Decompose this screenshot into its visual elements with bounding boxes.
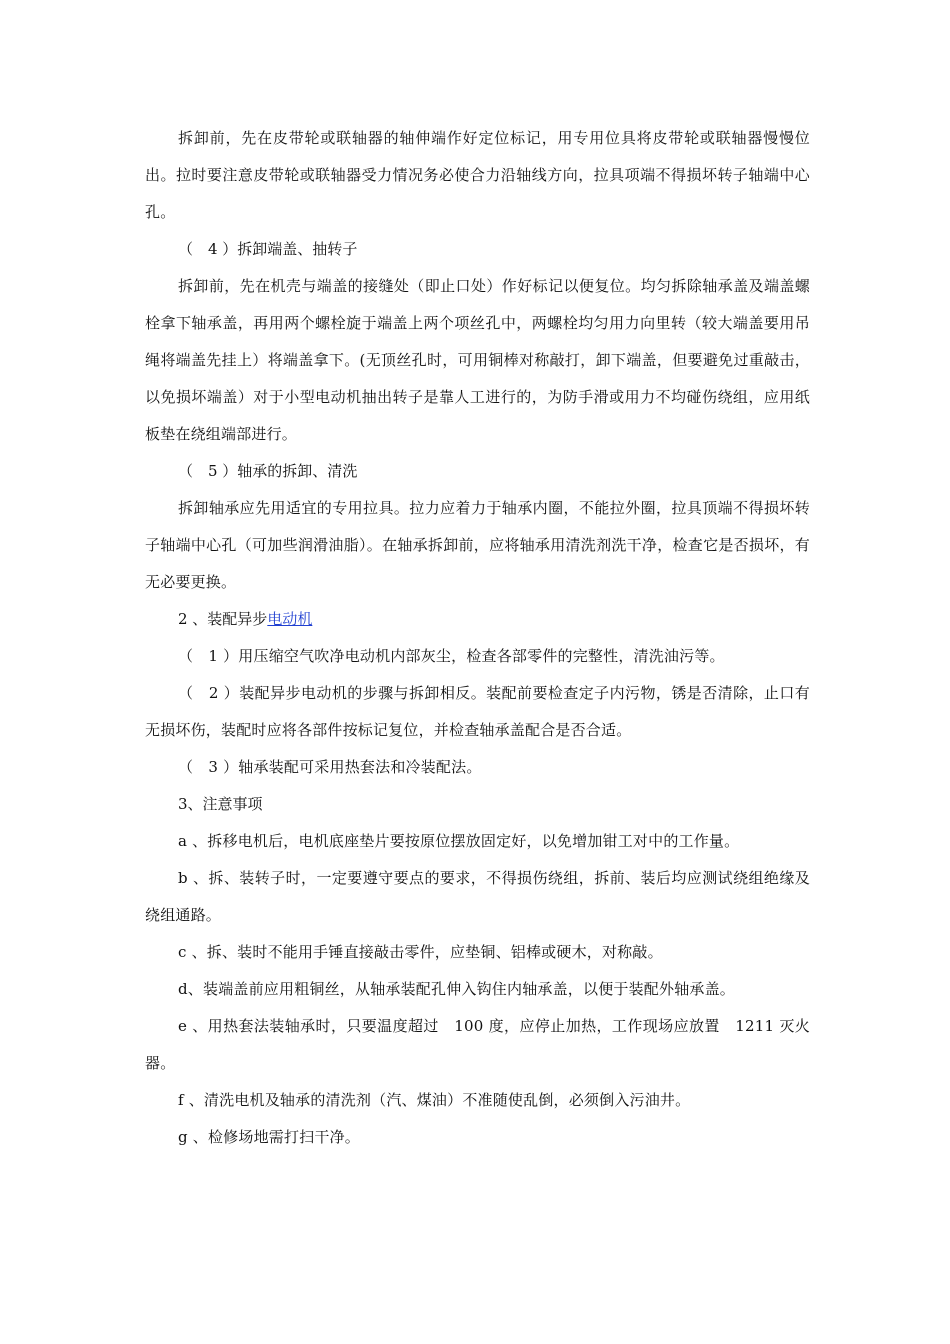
note-e: e 、用热套法装轴承时，只要温度超过 100 度，应停止加热，工作现场应放置 1211 灭火器。 bbox=[145, 1017, 810, 1072]
note-d: d、装端盖前应用粗铜丝，从轴承装配孔伸入钩住内轴承盖，以便于装配外轴承盖。 bbox=[178, 980, 736, 998]
heading-bearing-cleaning: （ 5 ）轴承的拆卸、清洗 bbox=[178, 462, 358, 480]
note-g: g 、检修场地需打扫干净。 bbox=[178, 1128, 360, 1146]
assembly-step-2: （ 2 ）装配异步电动机的步骤与拆卸相反。装配前要检查定子内污物，锈是否清除，止口有无损坏伤，装配时应将各部件按标记复位，并检查轴承盖配合是否合适。 bbox=[145, 684, 810, 739]
assembly-step-1: （ 1 ）用压缩空气吹净电动机内部灰尘，检查各部零件的完整性，清洗油污等。 bbox=[178, 647, 725, 665]
document-body bbox=[145, 120, 810, 1156]
note-c: c 、拆、装时不能用手锤直接敲击零件，应垫铜、铝棒或硬木，对称敲。 bbox=[178, 943, 663, 961]
paragraph-remove-end-cover: 拆卸前，先在机壳与端盖的接缝处（即止口处）作好标记以便复位。均匀拆除轴承盖及端盖螺栓拿下轴承盖，再用两个螺栓旋于端盖上两个项丝孔中，两螺栓均匀用力向里转（较大端盖要用吊绳将端盖先挂上）将端盖拿下。(无顶丝孔时，可用铜棒对称敲打，卸下端盖，但要避免过重敲击，以免损坏端盖）对于小型电动机抽出转子是靠人工进行的，为防手滑或用力不均碰伤绕组，应用纸板垫在绕组端部进行。 bbox=[145, 277, 810, 443]
heading-remove-end-cover: （ 4 ）拆卸端盖、抽转子 bbox=[178, 240, 358, 258]
note-a: a 、拆移电机后，电机底座垫片要按原位摆放固定好，以免增加钳工对中的工作量。 bbox=[178, 832, 740, 850]
note-b: b 、拆、装转子时，一定要遵守要点的要求，不得损伤绕组，拆前、装后均应测试绕组绝缘及绕组通路。 bbox=[145, 869, 810, 924]
heading-assemble-prefix: 2 、装配异步 bbox=[178, 610, 268, 628]
paragraph-remove-pulley: 拆卸前，先在皮带轮或联轴器的轴伸端作好定位标记，用专用位具将皮带轮或联轴器慢慢位出。拉时要注意皮带轮或联轴器受力情况务必使合力沿轴线方向，拉具项端不得损坏转子轴端中心孔。 bbox=[145, 129, 810, 221]
note-f: f 、清洗电机及轴承的清洗剂（汽、煤油）不准随使乱倒，必须倒入污油井。 bbox=[178, 1091, 691, 1109]
heading-notes: 3、注意事项 bbox=[178, 795, 263, 813]
paragraph-bearing-cleaning: 拆卸轴承应先用适宜的专用拉具。拉力应着力于轴承内圈，不能拉外圈，拉具顶端不得损坏转子轴端中心孔（可加些润滑油脂）。在轴承拆卸前，应将轴承用清洗剂洗干净，检查它是否损坏，有无必要更换。 bbox=[145, 499, 810, 591]
heading-assemble-motor bbox=[145, 601, 810, 638]
assembly-step-3: （ 3 ）轴承装配可采用热套法和冷装配法。 bbox=[178, 758, 482, 776]
motor-link[interactable]: 电动机 bbox=[267, 610, 313, 628]
